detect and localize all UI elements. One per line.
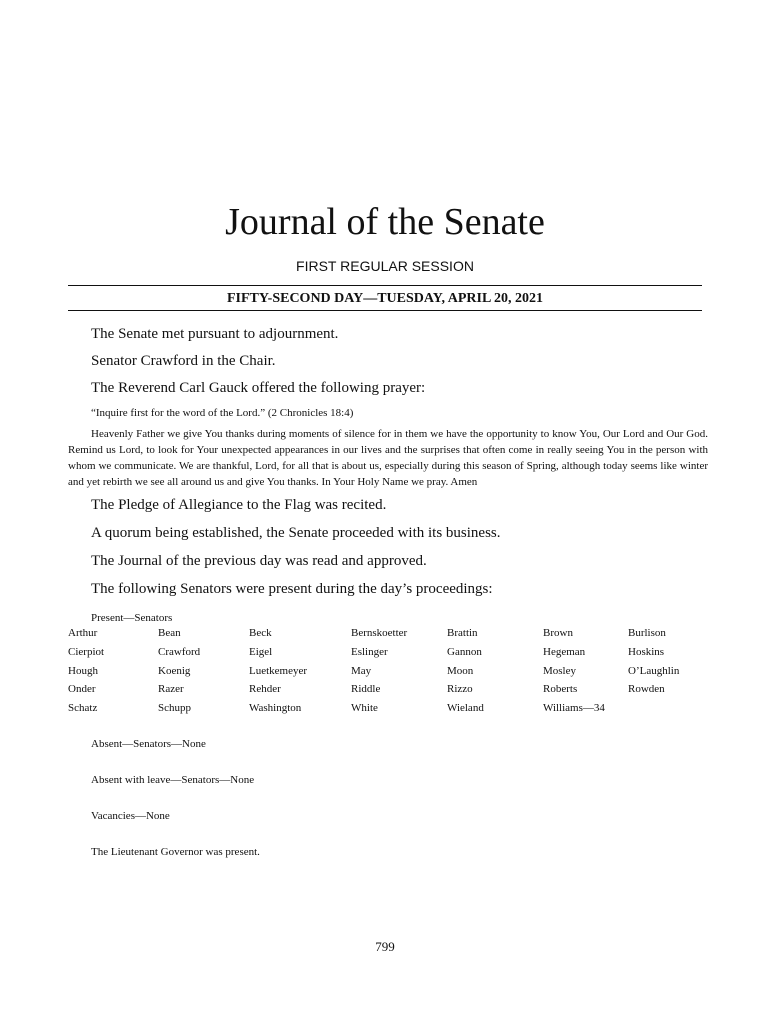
senator-name: White bbox=[351, 702, 378, 714]
day-heading: FIFTY-SECOND DAY—TUESDAY, APRIL 20, 2021 bbox=[226, 291, 544, 306]
prayer-text: Heavenly Father we give You thanks during moments of silence for in them we have the opportunity to know You, Our Lord and Our God. Remind us Lord, to look for Your unexpected appearances in our lives and the surprises that often come in really seeing You in the person with whom we communicate. We are thankful, Lord, for all that is about us, especially during this season of Spring, although today seems like winter and yet rebirth we see all around us and give You thanks. In Your Holy Name we pray. Amen bbox=[68, 428, 708, 488]
bottom-rule bbox=[68, 310, 702, 311]
senator-name: Moon bbox=[447, 665, 474, 677]
paragraph-quorum: A quorum being established, the Senate proceeded with its business. bbox=[91, 525, 501, 541]
senator-name: Arthur bbox=[68, 627, 98, 639]
senator-name: Razer bbox=[158, 683, 184, 695]
absent-with-leave-line: Absent with leave—Senators—None bbox=[91, 774, 255, 786]
senator-name: Eslinger bbox=[351, 646, 388, 658]
present-label: Present—Senators bbox=[91, 612, 173, 624]
senator-name: O’Laughlin bbox=[628, 665, 680, 677]
senator-name: May bbox=[351, 665, 372, 677]
absent-line: Absent—Senators—None bbox=[91, 738, 206, 750]
senator-name: Bernskoetter bbox=[351, 627, 408, 639]
vacancies-line: Vacancies—None bbox=[91, 810, 170, 822]
senator-name: Wieland bbox=[447, 702, 484, 714]
senator-name: Brown bbox=[543, 627, 573, 639]
paragraph-chair: Senator Crawford in the Chair. bbox=[91, 353, 276, 369]
senator-name: Rizzo bbox=[447, 683, 473, 695]
senator-name: Brattin bbox=[447, 627, 478, 639]
lt-governor-line: The Lieutenant Governor was present. bbox=[91, 846, 260, 858]
senator-name: Eigel bbox=[249, 646, 273, 658]
senator-name: Riddle bbox=[351, 683, 381, 695]
senator-name: Mosley bbox=[543, 665, 576, 677]
senator-name: Rehder bbox=[249, 683, 281, 695]
journal-title: Journal of the Senate bbox=[225, 201, 545, 243]
senator-name: Hegeman bbox=[543, 646, 586, 658]
paragraph-adjournment: The Senate met pursuant to adjournment. bbox=[91, 326, 339, 342]
senator-name: Koenig bbox=[158, 665, 191, 677]
senator-name: Luetkemeyer bbox=[249, 665, 308, 677]
senator-name: Hoskins bbox=[628, 646, 665, 658]
senator-name: Onder bbox=[68, 683, 96, 695]
paragraph-journal-approved: The Journal of the previous day was read and approved. bbox=[91, 553, 427, 569]
senator-name: Beck bbox=[249, 627, 272, 639]
senator-name: Gannon bbox=[447, 646, 482, 658]
senator-name: Rowden bbox=[628, 683, 665, 695]
session-subtitle: FIRST REGULAR SESSION bbox=[296, 258, 474, 274]
senator-name: Schatz bbox=[68, 702, 98, 714]
senator-name: Crawford bbox=[158, 646, 201, 658]
senator-name: Schupp bbox=[158, 702, 191, 714]
page-number: 799 bbox=[375, 939, 395, 954]
prayer-quote: “Inquire first for the word of the Lord.” (2 Chronicles 18:4) bbox=[91, 407, 354, 419]
senator-name: Roberts bbox=[543, 683, 578, 695]
top-rule bbox=[68, 285, 702, 286]
senator-name: Bean bbox=[158, 627, 181, 639]
paragraph-pledge: The Pledge of Allegiance to the Flag was recited. bbox=[91, 497, 387, 513]
senator-name: Williams—34 bbox=[543, 702, 605, 714]
senator-name: Washington bbox=[249, 702, 302, 714]
senator-name: Hough bbox=[68, 665, 98, 677]
paragraph-senators-present: The following Senators were present during the day’s proceedings: bbox=[91, 581, 493, 597]
paragraph-prayer-intro: The Reverend Carl Gauck offered the following prayer: bbox=[91, 380, 426, 396]
senator-name: Burlison bbox=[628, 627, 666, 639]
senator-name: Cierpiot bbox=[68, 646, 105, 658]
